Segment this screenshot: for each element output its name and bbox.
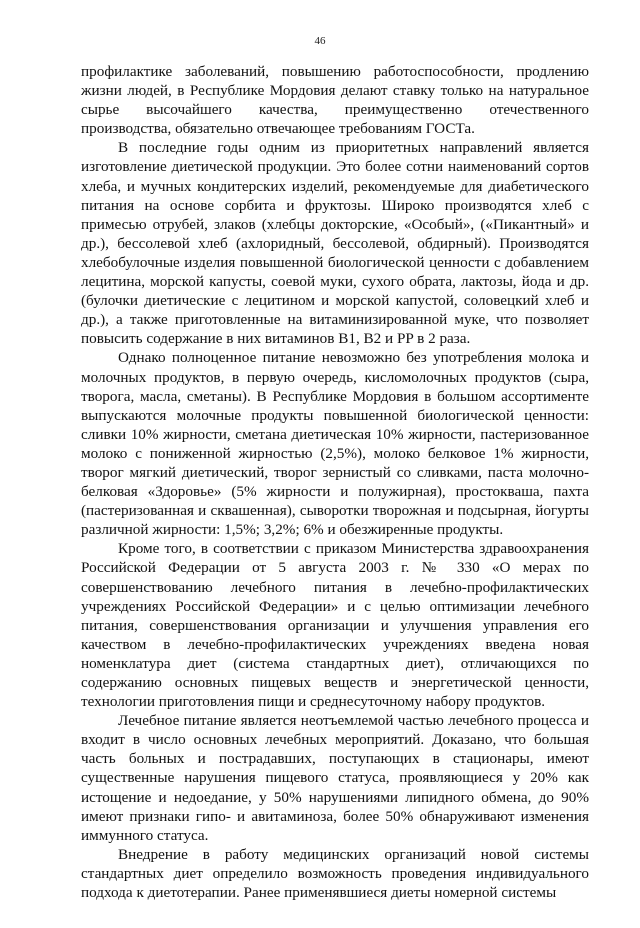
paragraph-intro-continuation: профилактике заболеваний, повышению работоспособности, продлению жизни людей, в Республике Мордовия делают ставку только на натуральное сырье высочайшего качества, преимущественно отечественного производства, обязательно отвечающее требованиям ГОСТа. <box>81 63 589 138</box>
document-body <box>81 62 589 902</box>
paragraph-standard-diets: Внедрение в работу медицинских организаций новой системы стандартных диет определило возможность проведения индивидуального подхода к диетотерапии. Ранее применявшиеся диеты номерной системы <box>81 845 589 902</box>
paragraph-ministry-order: Кроме того, в соответствии с приказом Министерства здравоохранения Российской Федерации от 5 августа 2003 г. № 330 «О мерах по совершенствованию лечебного питания в лечебно-профилактических учреждениях Российской Федерации» и с целью оптимизации лечебного питания, совершенствования организации и улучшения управления его качеством в лечебно-профилактических учреждениях введена новая номенклатура диет (система стандартных диет), отличающихся по содержанию основных пищевых веществ и энергетической ценности, технологии приготовления пищи и среднесуточному набору продуктов. <box>81 540 589 711</box>
paragraph-dietary-products: В последние годы одним из приоритетных направлений является изготовление диетической продукции. Это более сотни наименований сортов хлеба, и мучных кондитерских изделий, рекомендуемые для диабетического питания на основе сорбита и фруктозы. Широко производятся хлеб с примесью отрубей, злаков (хлебцы докторские, «Особый», («Пикантный» и др.), бессолевой хлеб (ахлоридный, бессолевой, обдирный). Производятся хлебобулочные изделия повышенной биологической ценности с добавлением лецитина, морской капусты, соевой муки, сухого обрата, лактозы, йода и др. (булочки диетические с лецитином и морской капустой, соловецкий хлеб и др.), а также приготовленные на витаминизированной муке, что позволяет повысить содержание в них витаминов B1, B2 и PP в 2 раза. <box>81 139 589 348</box>
paragraph-therapeutic-nutrition: Лечебное питание является неотъемлемой частью лечебного процесса и входит в число основных лечебных мероприятий. Доказано, что большая часть больных и пострадавших, поступающих в стационары, имеют существенные нарушения пищевого статуса, проявляющиеся у 20% как истощение и недоедание, у 50% нарушениями липидного обмена, до 90% имеют признаки гипо- и авитаминоза, более 50% обнаруживают изменения иммунного статуса. <box>81 712 589 844</box>
paragraph-dairy-products: Однако полноценное питание невозможно без употребления молока и молочных продуктов, в первую очередь, кисломолочных продуктов (сыра, творога, масла, сметаны). В Республике Мордовия в большом ассортименте выпускаются молочные продукты повышенной биологической ценности: сливки 10% жирности, сметана диетическая 10% жирности, пастеризованное молоко с пониженной жирностью (2,5%), молоко белковое 1% жирности, творог мягкий диетический, творог зернистый со сливками, паста молочно-белковая «Здоровье» (5% жирности и полужирная), простокваша, пахта (пастеризованная и сквашенная), сыворотки творожная и подсырная, йогурты различной жирности: 1,5%; 3,2%; 6% и обезжиренные продукты. <box>81 349 589 539</box>
page-number: 46 <box>314 35 326 47</box>
